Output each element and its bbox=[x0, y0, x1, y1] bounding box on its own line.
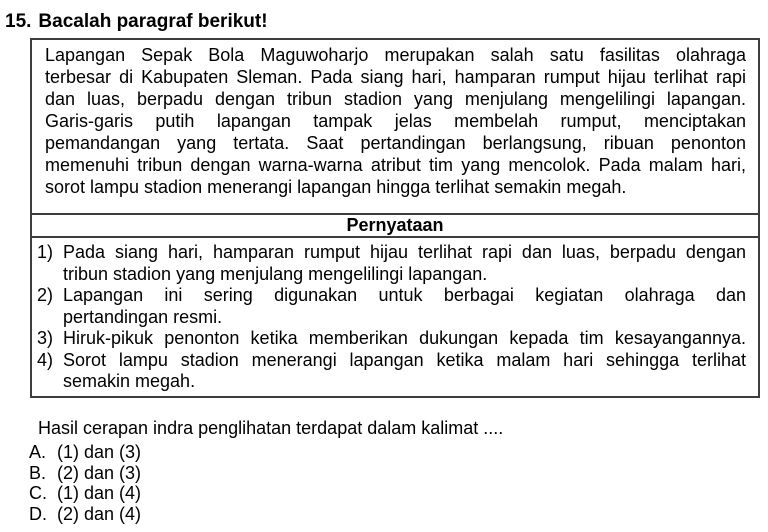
statement-line: Pada siang hari, hamparan rumput hijau terlihat rapi dan luas, berpadu dengan bbox=[63, 242, 746, 262]
statement-text bbox=[63, 285, 746, 328]
option-label: C. bbox=[29, 483, 47, 504]
passage-cell bbox=[32, 40, 758, 213]
passage-table bbox=[30, 38, 760, 398]
statement-number: 3) bbox=[37, 328, 54, 348]
statement-text bbox=[63, 328, 746, 350]
passage-line: memenuhi tribun dengan warna-warna atribut tim yang mencolok. Pada malam hari, bbox=[45, 155, 746, 175]
statement-line: tribun stadion yang menjulang mengelilingi lapangan. bbox=[63, 263, 488, 284]
passage-line: terbesar di Kabupaten Sleman. Pada siang hari, hamparan rumput hijau terlihat rapi bbox=[45, 67, 746, 87]
option-label: B. bbox=[29, 462, 47, 483]
statement-number: 1) bbox=[37, 242, 54, 262]
question-instruction: Bacalah paragraf berikut! bbox=[38, 11, 268, 32]
statement-text bbox=[63, 242, 746, 285]
statement-number: 4) bbox=[37, 349, 54, 370]
option-b bbox=[29, 463, 141, 484]
statement-line: pertandingan resmi. bbox=[63, 306, 223, 327]
question-heading bbox=[5, 11, 268, 33]
statements-header-label: Pernyataan bbox=[346, 215, 444, 235]
statement-item-1 bbox=[37, 242, 746, 285]
answer-options bbox=[29, 442, 141, 525]
statement-line: Hiruk-pikuk penonton ketika memberikan dukungan kepada tim kesayangannya. bbox=[63, 328, 746, 348]
option-text: (2) dan (3) bbox=[57, 462, 142, 483]
option-label: A. bbox=[29, 442, 47, 462]
option-text: (1) dan (3) bbox=[57, 442, 142, 462]
question-number: 15. bbox=[5, 11, 32, 32]
passage-line: dan luas, berpadu dengan tribun stadion yang menjulang mengelilingi lapangan. bbox=[45, 89, 746, 109]
statement-item-2 bbox=[37, 285, 746, 328]
statement-item-3 bbox=[37, 328, 746, 350]
passage-line: Garis-garis putih lapangan tampak jelas membelah rumput, menciptakan bbox=[45, 111, 746, 131]
option-c bbox=[29, 483, 141, 504]
statements-cell bbox=[32, 236, 758, 396]
passage-line: Lapangan Sepak Bola Maguwoharjo merupakan salah satu fasilitas olahraga bbox=[45, 45, 746, 65]
statement-text bbox=[63, 350, 746, 393]
option-d bbox=[29, 504, 141, 525]
statement-line: semakin megah. bbox=[63, 371, 196, 391]
passage-line: sorot lampu stadion menerangi lapangan hingga terlihat semakin megah. bbox=[45, 177, 627, 197]
statement-line: Sorot lampu stadion menerangi lapangan ketika malam hari sehingga terlihat bbox=[63, 349, 746, 370]
option-label: D. bbox=[29, 504, 47, 525]
statement-item-4 bbox=[37, 350, 746, 393]
passage-line: pemandangan yang tertata. Saat pertandingan berlangsung, ribuan penonton bbox=[45, 133, 746, 153]
statement-number: 2) bbox=[37, 285, 54, 305]
question-prompt: Hasil cerapan indra penglihatan terdapat dalam kalimat .... bbox=[38, 418, 504, 438]
statement-line: Lapangan ini sering digunakan untuk berbagai kegiatan olahraga dan bbox=[63, 285, 746, 305]
statements-header-cell bbox=[32, 213, 758, 236]
option-text: (2) dan (4) bbox=[57, 504, 142, 525]
option-text: (1) dan (4) bbox=[57, 483, 142, 504]
option-a bbox=[29, 442, 141, 463]
